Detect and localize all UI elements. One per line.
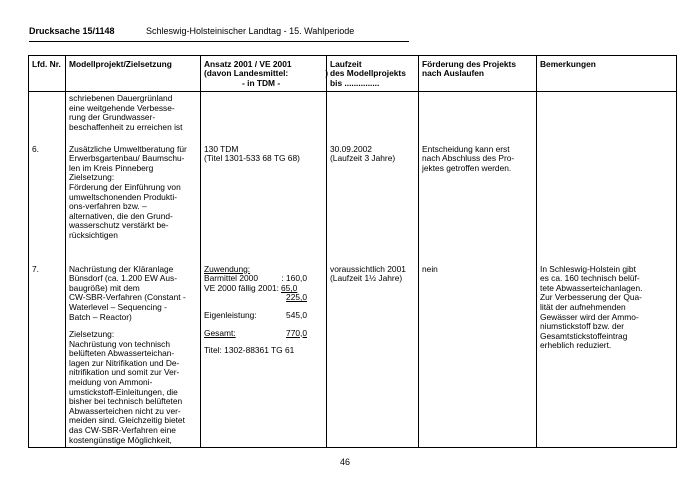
- budget-barmittel-label: Barmittel 2000: [204, 273, 258, 284]
- col-header-project: Modellprojekt/Zielsetzung: [66, 56, 201, 92]
- term-header-line-1: Laufzeit: [330, 59, 362, 69]
- term-header-line-3: bis ...............: [330, 77, 380, 88]
- budget-eigen-label: Eigenleistung:: [204, 309, 257, 320]
- term-header-line-2: des Modellprojekts: [330, 68, 406, 79]
- budget-eigen-line: [204, 311, 323, 321]
- budget-header-line-3: - in TDM -: [242, 77, 281, 88]
- project-description: Nachrüstung der Kläranlage Bünsdorf (ca. 1.200 EW Aus- baugröße) mit dem CW-SBR-Verfahren (Constant - Waterlevel – Sequencing - Batch – Reactor): [69, 263, 186, 322]
- header-divider: [29, 41, 409, 42]
- budget-eigen-value: 545,0: [286, 309, 307, 320]
- budget-barmittel-value: : 160,0: [281, 273, 307, 284]
- row-nr: [29, 92, 66, 143]
- col-header-funding: [419, 56, 537, 92]
- page-number: 46: [340, 457, 351, 467]
- row-funding: Entscheidung kann erst nach Abschluss des Pro- jektes getroffen werden.: [419, 143, 537, 263]
- row-remarks: In Schleswig-Holstein gibt es ca. 160 technisch belüf- tete Abwasserteichanlagen. Zur Verbesserung der Qua- lität der aufnehmenden Gewässer wird der Ammo- niumstickstoff bzw. der Gesamtstickstoffeintrag erheblich reduziert.: [537, 263, 677, 448]
- col-header-term: [327, 56, 419, 92]
- row-remarks: [537, 92, 677, 143]
- funding-header-line-1: Förderung des Projekts: [422, 59, 517, 69]
- col-header-nr: Lfd. Nr.: [29, 56, 66, 92]
- budget-ve-label: VE 2000 fällig 2001:: [204, 282, 279, 293]
- row-funding: [419, 92, 537, 143]
- budget-gesamt-line: [204, 329, 307, 339]
- budget-header-paren: ): [325, 68, 328, 78]
- row-term: voraussichtlich 2001 (Laufzeit 1½ Jahre): [327, 263, 419, 448]
- row-project: schriebenen Dauergrünland eine weitgehende Verbesse- rung der Grundwasser- beschaffenheit zu erreichen ist: [66, 92, 201, 143]
- row-budget: 130 TDM (Titel 1301-533 68 TG 68): [201, 143, 327, 263]
- row-funding: nein: [419, 263, 537, 448]
- row-budget: [201, 263, 327, 448]
- budget-zuwendung-label: Zuwendung:: [204, 263, 251, 274]
- project-table: [28, 55, 677, 448]
- row-term: 30.09.2002 (Laufzeit 3 Jahre): [327, 143, 419, 263]
- document-title: Schleswig-Holsteinischer Landtag - 15. Wahlperiode: [146, 26, 355, 36]
- col-header-budget: [201, 56, 327, 92]
- row-nr: 6.: [29, 143, 66, 263]
- table-row: [29, 92, 677, 143]
- budget-titel: Titel: 1302-88361 TG 61: [204, 345, 295, 356]
- col-header-remarks: Bemerkungen: [537, 56, 677, 92]
- row-term: [327, 92, 419, 143]
- table-row: [29, 263, 677, 448]
- table-row: [29, 143, 677, 263]
- document-number: Drucksache 15/1148: [29, 26, 115, 36]
- row-budget: [201, 92, 327, 143]
- budget-gesamt-label: Gesamt:: [204, 327, 236, 338]
- row-project: [66, 263, 201, 448]
- row-project: Zusätzliche Umweltberatung für Erwerbsgartenbau/ Baumschu- len im Kreis Pinneberg Zielsetzung: Förderung der Einführung von umweltschonenden Produkti- ons-verfahren bzw. – alternativen, die den Grund- wasserschutz verstärkt be- rücksichtigen: [66, 143, 201, 263]
- row-remarks: [537, 143, 677, 263]
- budget-header-line-2: (davon Landesmittel:: [204, 68, 289, 79]
- project-goal: Zielsetzung: Nachrüstung von technisch belüfteten Abwasserteichan- lagen zur Nitrifikation und De- nitrifikation und somit zur Ver- meidung von Ammoni- umstickstoff-Einleitungen, die bisher bei technisch belüfteten Abwasserteichen nicht zu ver- meiden sind. Gleichzeitig bietet das CW-SBR-Verfahren eine kostengünstige Möglichkeit,: [69, 329, 185, 445]
- budget-header-line-1: Ansatz 2001 / VE 2001: [204, 59, 292, 69]
- budget-sum-value: 225,0: [286, 292, 307, 303]
- table-header-row: [29, 56, 677, 92]
- funding-header-line-2: nach Auslaufen: [422, 68, 485, 79]
- row-nr: 7.: [29, 263, 66, 448]
- budget-ve-value: 65,0: [280, 282, 298, 293]
- budget-gesamt-value: 770,0: [286, 327, 307, 338]
